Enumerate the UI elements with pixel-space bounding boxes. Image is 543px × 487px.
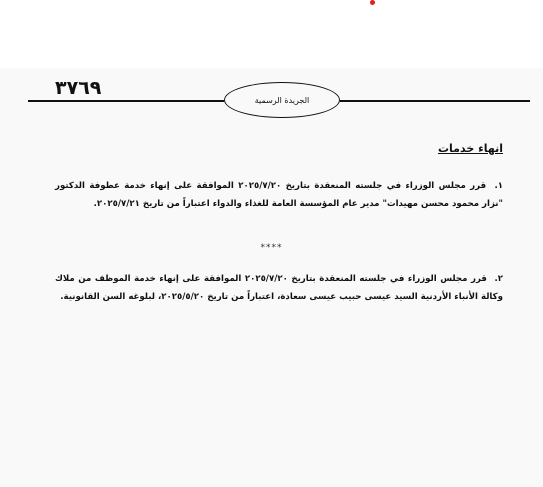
item-text: قرر مجلس الوزراء في جلسته المنعقدة بتاريخ ٢٠٢٥/٧/٢٠ الموافقة على إنهاء خدمة الموظف من ملاك وكالة الأنباء الأردنية السيد عيسى حبيب عيسى سعادة، اعتباراً من تاريخ ٢٠٢٥/٥/٢٠، لبلوغه السن القانونية.	[55, 274, 503, 302]
list-item	[55, 178, 503, 213]
list-item	[55, 271, 503, 306]
gazette-name: الجريدة الرسمية	[254, 95, 310, 105]
top-margin	[0, 0, 543, 68]
item-text: قرر مجلس الوزراء في جلسته المنعقدة بتاريخ ٢٠٢٥/٧/٢٠ الموافقة على إنهاء خدمة عطوفة الدكتور "نزار محمود محسن مهيدات" مدير عام المؤسسة العامة للغذاء والدواء اعتباراً من تاريخ ٢٠٢٥/٧/٢١.	[55, 181, 503, 209]
separator-stars: ****	[260, 243, 283, 253]
gazette-name-oval	[224, 82, 340, 118]
section-title: انهاء خدمات	[437, 142, 503, 155]
header-rule-right	[340, 100, 530, 102]
header-rule-left	[28, 100, 224, 102]
red-marker-dot	[370, 0, 375, 5]
page-number: ٣٧٦٩	[55, 77, 102, 99]
item-number: ٢.	[494, 274, 503, 284]
item-number: ١.	[494, 181, 503, 191]
